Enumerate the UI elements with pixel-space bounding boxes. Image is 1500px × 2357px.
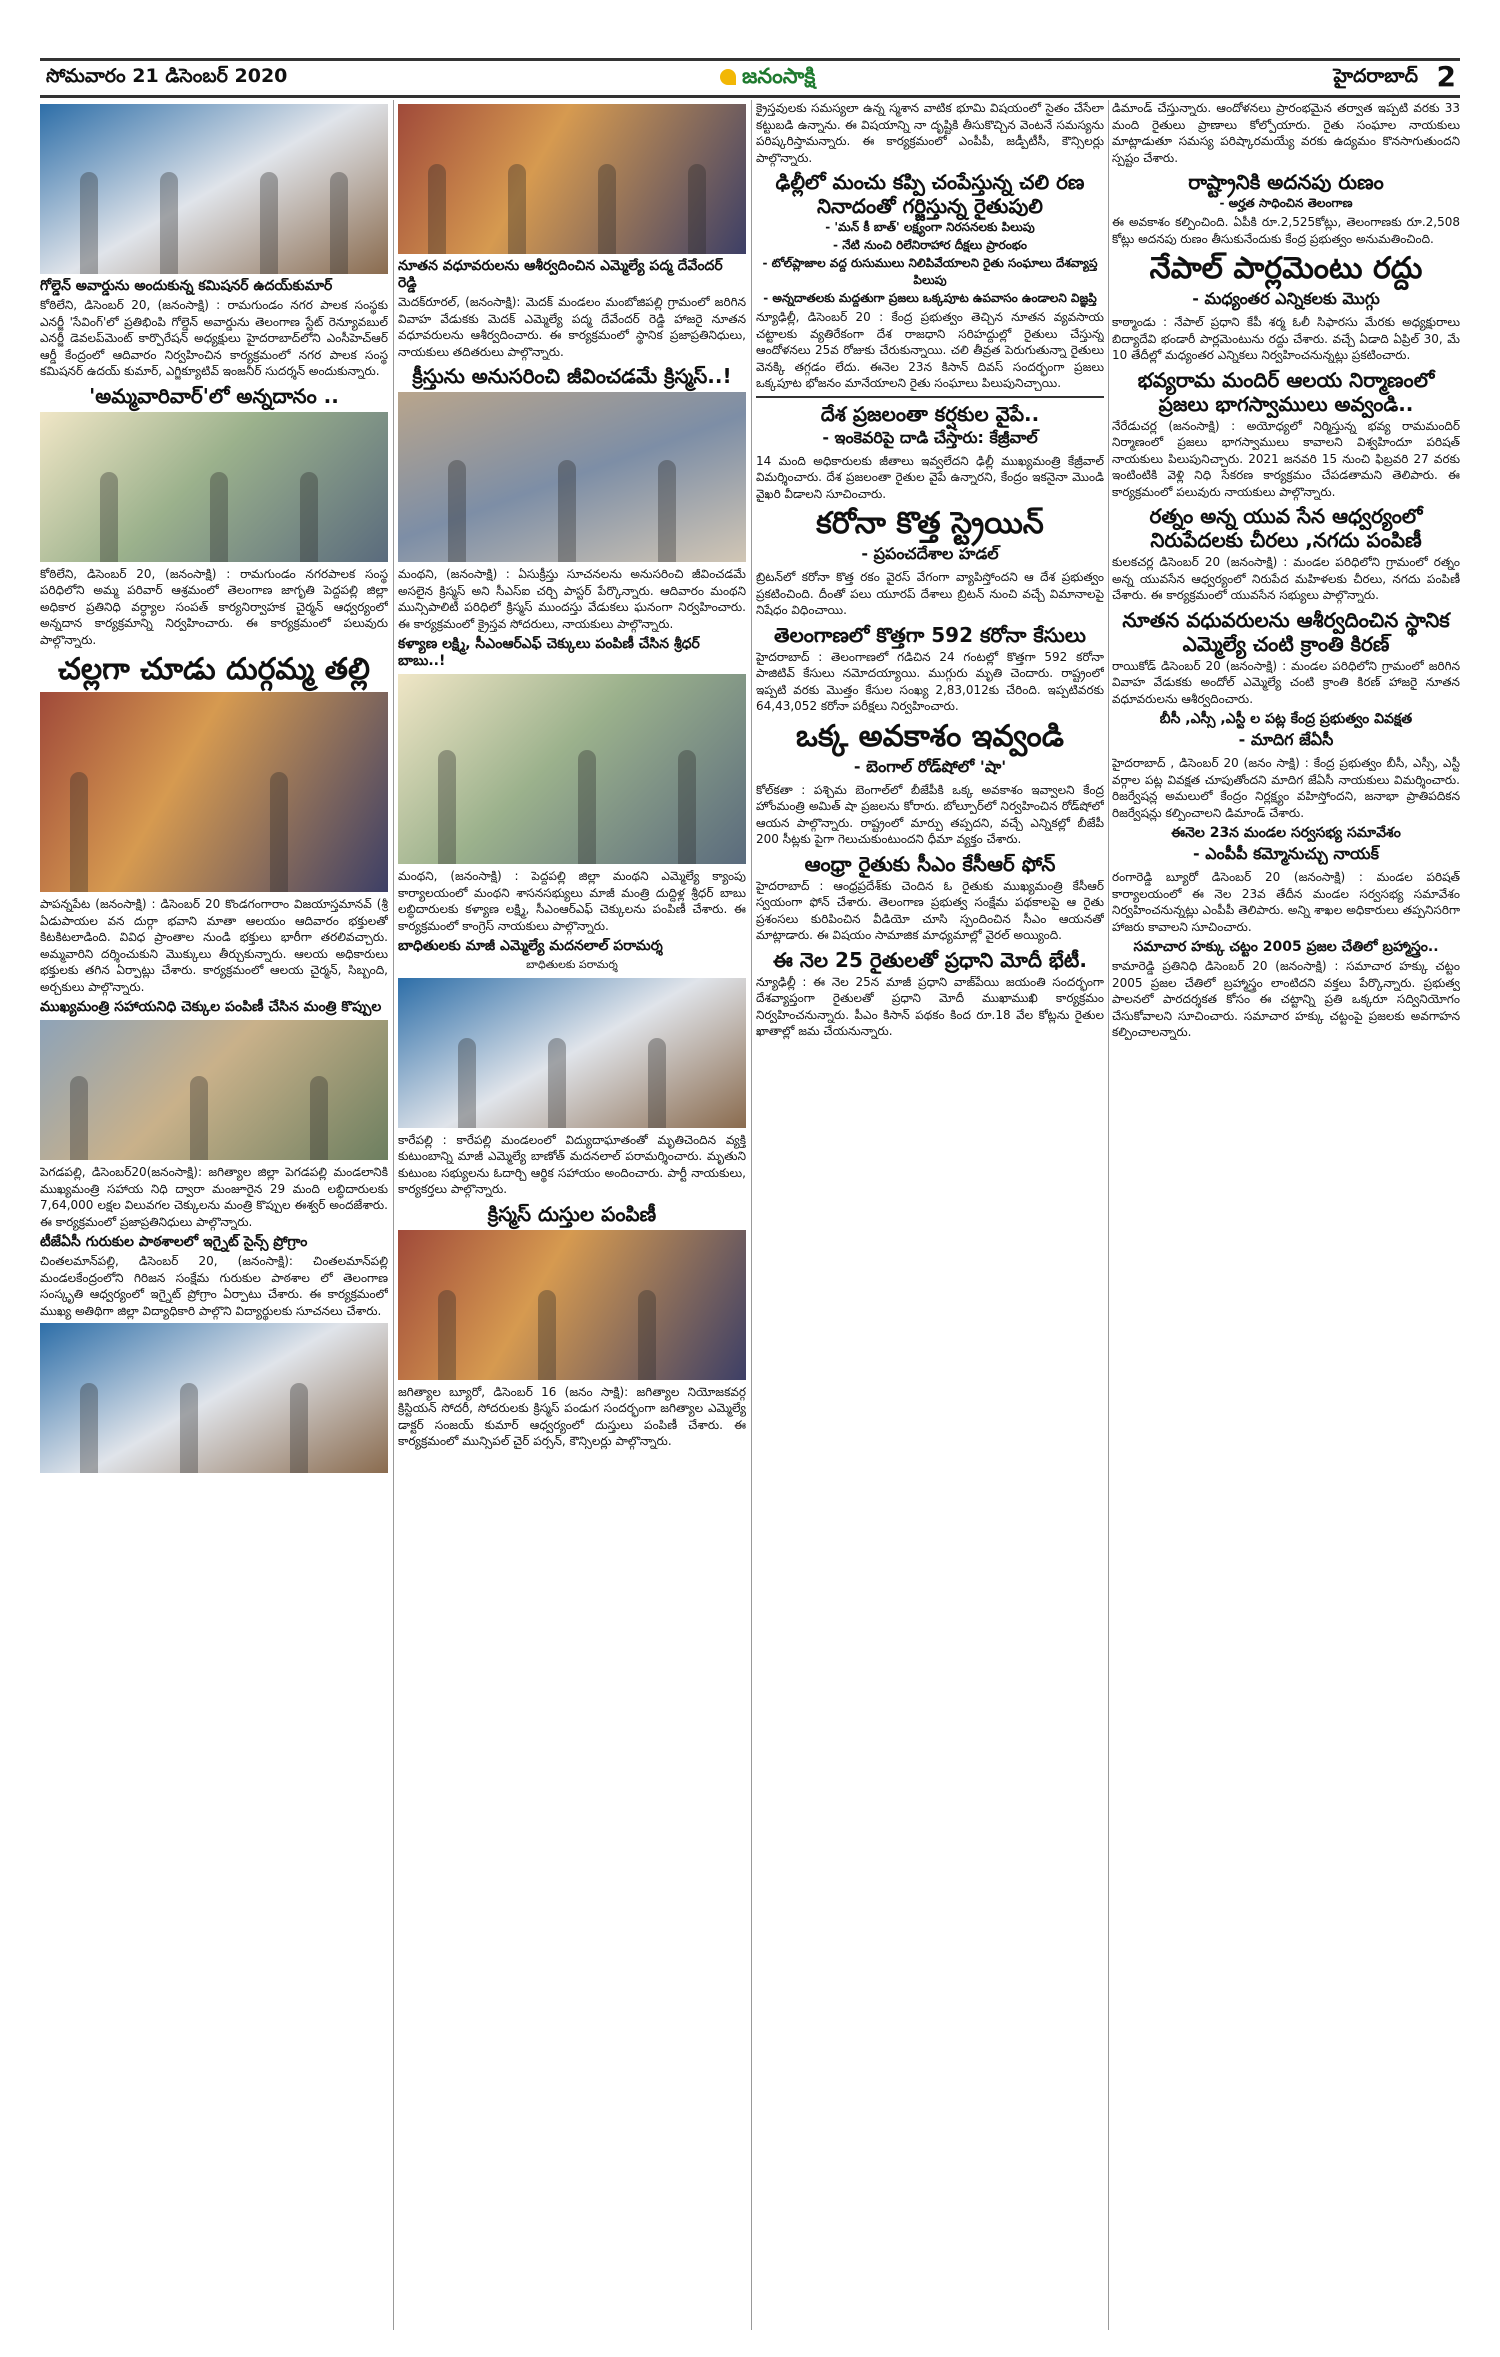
article-headline: దేశ ప్రజలంతా కర్షకుల వైపే.. [820, 401, 1040, 426]
article-body: కాఠ్మాండు : నేపాల్ ప్రధాని కేపీ శర్మ ఓలీ సిఫారసు మేరకు అధ్యక్షురాలు బిద్యాదేవి భండారీ పార్లమెంటును రద్దు చేశారు. వచ్చే ఏడాది ఏప్రిల్ 30, మే 10 తేదీల్లో మధ్యంతర ఎన్నికలు నిర్వహించనున్నట్లు ప్రకటించారు. [1112, 315, 1460, 362]
article-body: కామారెడ్డి ప్రతినిధి డిసెంబర్ 20 (జనంసాక్షి) : సమాచార హక్కు చట్టం 2005 ప్రజల చేతిలో బ్రహ్మాస్త్రం లాంటిదని వక్తలు పేర్కొన్నారు. ప్రభుత్వ పాలనలో పారదర్శకత కోసం ఈ చట్టాన్ని ప్రతి ఒక్కరూ సద్వినియోగం చేసుకోవాలని సూచించారు. సమాచార హక్కు చట్టంపై ప్రజలకు అవగాహన కల్పించాలన్నారు. [1112, 959, 1460, 1039]
article-body: జగిత్యాల బ్యూరో, డిసెంబర్ 16 (జనం సాక్షి): జగిత్యాల నియోజకవర్గ క్రిస్టియన్ సోదరీ, సోదరులకు క్రిస్మస్ పండుగ సందర్భంగా జగిత్యాల ఎమ్మెల్యే డాక్టర్ సంజయ్ కుమార్ ఆధ్వర్యంలో దుస్తులు పంపిణీ చేశారు. ఈ కార్యక్రమంలో మున్సిపల్ చైర్ పర్సన్, కౌన్సిలర్లు పాల్గొన్నారు. [398, 1384, 746, 1448]
article-headline: రాష్ట్రానికి అదనపు రుణం [1188, 170, 1384, 194]
article-headline: కరోనా కొత్త స్ట్రెయిన్ [816, 506, 1044, 541]
article-subheadline: - ఇంకెవరిపై దాడి చేస్తారు: కేజ్రీవాల్ [822, 427, 1038, 447]
article-body: రంగారెడ్డి బ్యూరో డిసెంబర్ 20 (జనంసాక్షి) : మండల పరిషత్ కార్యాలయంలో ఈ నెల 23వ తేదీన మండల సర్వసభ్య సమావేశం నిర్వహించనున్నట్లు ఎంపీపీ తెలిపారు. అన్ని శాఖల అధికారులు తప్పనిసరిగా హాజరు కావాలని సూచించారు. [1112, 870, 1460, 934]
temple-photo [40, 692, 388, 892]
article-headline: 'అమ్మవారివార్'లో అన్నదానం .. [89, 383, 339, 408]
article-body: మంథని, (జనంసాక్షి) : పెద్దపల్లి జిల్లా మంథని ఎమ్మెల్యే క్యాంపు కార్యాలయంలో మంథని శాసనసభ్యులు మాజీ మంత్రి దుద్దిళ్ల శ్రీధర్ బాబు లబ్ధిదారులకు కళ్యాణ లక్ష్మి, సీఎంఆర్ఎఫ్ చెక్కులను పంపిణీ చేశారు. ఈ కార్యక్రమంలో కాంగ్రెస్ నాయకులు పాల్గొన్నారు. [398, 869, 746, 933]
condolence-photo [398, 978, 746, 1128]
article-headline: కళ్యాణ లక్ష్మి, సీఎంఆర్ఎఫ్ చెక్కులు పంపిణీ చేసిన శ్రీధర్ బాబు..! [398, 636, 700, 669]
article-headline: చల్లగా చూడు దుర్గమ్మ తల్లి [58, 652, 370, 687]
article-body: హైదరాబాద్ : తెలంగాణలో గడిచిన 24 గంటల్లో కొత్తగా 592 కరోనా పాజిటివ్ కేసులు నమోదయ్యాయి. ముగ్గురు మృతి చెందారు. రాష్ట్రంలో ఇప్పటి వరకు మొత్తం కేసుల సంఖ్య 2,83,012కు చేరింది. ఇప్పటివరకు 64,43,052 కరోనా పరీక్షలు నిర్వహించారు. [756, 649, 1104, 713]
article-subheadline: - ఎంపీపీ కమ్మోనుచ్చు నాయక్ [1193, 844, 1379, 863]
article-headline: ఈనెల 23న మండల సర్వసభ్య సమావేశం [1171, 825, 1401, 841]
article-headline: నూతన వధువరులను ఆశీర్వదించిన స్థానిక ఎమ్మెల్యే చంటి క్రాంతి కిరణ్ [1122, 607, 1450, 656]
clothes-distribution-photo [398, 1230, 746, 1380]
article-headline: క్రీస్తును అనుసరించి జీవించడమే క్రిస్మస్..! [412, 364, 732, 388]
article-body: మంథని, (జనంసాక్షి) : ఏసుక్రీస్తు సూచనలను అనుసరించి జీవించడమే అసలైన క్రిస్మస్ అని సీఎస్ఐ చర్చి పాస్టర్ పేర్కొన్నారు. ఆదివారం మంథని మున్సిపాలిటీ పరిధిలో క్రిస్మస్ ముందస్తు వేడుకలు ఘనంగా నిర్వహించారు. ఈ కార్యక్రమంలో క్రైస్తవ సోదరులు, నాయకులు పాల్గొన్నారు. [398, 567, 746, 631]
divider [756, 396, 1104, 398]
article-body: కారేపల్లి : కారేపల్లి మండలంలో విద్యుదాఘాతంతో మృతిచెందిన వ్యక్తి కుటుంబాన్ని మాజీ ఎమ్మెల్యే బాణోత్ మదనలాల్ పరామర్శించారు. మృతుని కుటుంబ సభ్యులను ఓదార్చి ఆర్థిక సహాయం అందించారు. పార్టీ నాయకులు, కార్యకర్తలు పాల్గొన్నారు. [398, 1132, 746, 1196]
column-divider [393, 100, 394, 2330]
bullet-point: - టోల్‌ప్లాజాల వద్ద రుసుములు నిలిపివేయాలని రైతు సంఘాలు దేశవ్యాప్త పిలుపు [762, 256, 1098, 287]
cheque-distribution-photo [40, 1020, 388, 1160]
page-number: 2 [1436, 60, 1456, 93]
article-subheadline: - మాదిగ జేఏసీ [1238, 730, 1334, 749]
bullet-point: - నేటి నుంచి రిలేనిరాహార దీక్షలు ప్రారంభం [833, 238, 1027, 252]
article-headline: భవ్యరామ మందిర్ ఆలయ నిర్మాణంలో ప్రజలు భాగస్వాములు అవ్వండి.. [1137, 367, 1435, 416]
article-body: కులకచర్ల డిసెంబర్ 20 (జనంసాక్షి) : మండల పరిధిలోని గ్రామంలో రత్నం అన్న యువసేన ఆధ్వర్యంలో నిరుపేద మహిళలకు చీరలు, నగదు పంపిణీ చేశారు. ఈ కార్యక్రమంలో యువసేన సభ్యులు పాల్గొన్నారు. [1112, 555, 1460, 602]
article-body: న్యూఢిల్లీ : ఈ నెల 25న మాజీ ప్రధాని వాజ్‌పేయి జయంతి సందర్భంగా దేశవ్యాప్తంగా రైతులతో ప్రధాని మోదీ ముఖాముఖి కార్యక్రమం నిర్వహించనున్నారు. పీఎం కిసాన్ పథకం కింద రూ.18 వేల కోట్లను రైతుల ఖాతాల్లో జమ చేయనున్నారు. [756, 974, 1104, 1038]
article-headline: ముఖ్యమంత్రి సహాయనిధి చెక్కుల పంపిణీ చేసిన మంత్రి కొప్పుల [40, 999, 382, 1015]
column-2 [398, 100, 746, 2340]
article-body: కోఠిలేని, డిసెంబర్ 20, (జనంసాక్షి) : రామగుండం నగరపాలక సంస్థ పరిధిలోని అమ్మ పరివార్ ఆశ్రమంలో తెలంగాణ జాగృతి పెద్దపల్లి జిల్లా అధికార ప్రతినిధి వర్ధ్యాల సంపత్ కార్యనిర్వాహక చైర్మన్ ఆధ్వర్యంలో అన్నదాన కార్యక్రమాన్ని నిర్వహించారు. ఈ కార్యక్రమంలో పలువురు పాల్గొన్నారు. [40, 566, 388, 647]
photo-caption: బాధితులకు పరామర్శ [526, 958, 618, 971]
logo-icon [720, 69, 736, 85]
article-body: చింతలమాన్‌పల్లి, డిసెంబర్ 20, (జనంసాక్షి): చింతలమాన్‌పల్లి మండలకేంద్రంలోని గిరిజన సంక్షేమ గురుకుల పాఠశాల లో తెలంగాణ సంస్కృతి ఆధ్వర్యంలో ఇగ్నైట్ ప్రోగ్రాం ఏర్పాటు చేశారు. ఈ కార్యక్రమంలో ముఖ్య అతిథిగా జిల్లా విద్యాధికారి పాల్గొని విద్యార్థులకు సూచనలు చేశారు. [40, 1254, 388, 1318]
column-divider [751, 100, 752, 2330]
article-body: ఈ అవకాశం కల్పించింది. ఏపీకి రూ.2,525కోట్లు, తెలంగాణకు రూ.2,508 కోట్లు అదనపు రుణం తీసుకునేందుకు కేంద్ర ప్రభుత్వం అనుమతించింది. [1112, 215, 1460, 246]
article-headline: బీసీ ,ఎస్సీ ,ఎస్టీ ల పట్ల కేంద్ర ప్రభుత్వం వివక్షత [1159, 711, 1413, 727]
article-body: క్రైస్తవులకు సమస్యలా ఉన్న స్మశాన వాటిక భూమి విషయంలో సైతం చేసేలా కట్టుబడి ఉన్నాను. ఈ విషయాన్ని నా దృష్టికి తీసుకొచ్చిన వెంటనే సమస్యను పరిష్కరిస్తామన్నారు. ఈ కార్యక్రమంలో ఎంపీపీ, జడ్పీటీసీ, కౌన్సిలర్లు పాల్గొన్నారు. [756, 101, 1104, 165]
article-headline: నూతన వధూవరులను ఆశీర్వదించిన ఎమ్మెల్యే పద్మ దేవేందర్ రెడ్డి [398, 258, 723, 291]
article-body: పాపన్నపేట (జనంసాక్షి) : డిసెంబర్ 20 కొండగంగారాం విజయాస్తమానవ్ (శ్రీ ఏడుపాయల వన దుర్గా భవాని మాతా ఆలయం ఆదివారం భక్తులతో కిటకిటలాడింది. వివిధ ప్రాంతాల నుండి భక్తులు భారీగా తరలివచ్చారు. అమ్మవారిని దర్శించుకుని మొక్కులు తీర్చుకున్నారు. ఆలయ అధికారులు భక్తులకు తగిన ఏర్పాట్లు చేశారు. కార్యక్రమంలో ఆలయ చైర్మన్, సిబ్బంది, అర్చకులు పాల్గొన్నారు. [40, 897, 388, 994]
issue-date: సోమవారం 21 డిసెంబర్ 2020 [46, 65, 288, 87]
annadanam-photo [40, 412, 388, 562]
newspaper-logo [720, 64, 815, 94]
article-headline: గోల్డెన్ అవార్డును అందుకున్న కమిషనర్ ఉదయ్‌కుమార్ [40, 278, 333, 294]
article-body: డిమాండ్ చేస్తున్నారు. ఆందోళనలు ప్రారంభమైన తర్వాత ఇప్పటి వరకు 33 మంది రైతులు ప్రాణాలు కోల్పోయారు. రైతు సంఘాల నాయకులు మాట్లాడుతూ సమస్య పరిష్కారమయ్యే వరకు ఉద్యమం కొనసాగుతుందని స్పష్టం చేశారు. [1112, 101, 1460, 165]
article-subheadline: - అర్హత సాధించిన తెలంగాణ [1219, 196, 1353, 210]
article-body: హైదరాబాద్ , డిసెంబర్ 20 (జనం సాక్షి) : కేంద్ర ప్రభుత్వం బీసీ, ఎస్సీ, ఎస్టీ వర్గాల పట్ల వివక్షత చూపుతోందని మాదిగ జేఏసీ నాయకులు విమర్శించారు. రిజర్వేషన్ల అమలులో కేంద్రం నిర్లక్ష్యం వహిస్తోందని, జనాభా ప్రాతిపదికన రిజర్వేషన్లు కల్పించాలని డిమాండ్ చేశారు. [1112, 756, 1460, 820]
article-body: నేరేడుచర్ల (జనంసాక్షి) : అయోధ్యలో నిర్మిస్తున్న భవ్య రామమందిర్ నిర్మాణంలో ప్రజలు భాగస్వాములు కావాలని విశ్వహిందూ పరిషత్ నాయకులు పిలుపునిచ్చారు. 2021 జనవరి 15 నుంచి ఫిబ్రవరి 27 వరకు ఇంటింటికి వెళ్లి నిధి సేకరణ కార్యక్రమం చేపడతామని తెలిపారు. ఈ కార్యక్రమంలో పలువురు నాయకులు పాల్గొన్నారు. [1112, 418, 1460, 499]
article-body: హైదరాబాద్ : ఆంధ్రప్రదేశ్‌కు చెందిన ఓ రైతుకు ముఖ్యమంత్రి కేసీఆర్ స్వయంగా ఫోన్ చేశారు. తెలంగాణ ప్రభుత్వ సంక్షేమ పథకాలపై ఆ రైతు ప్రశంసలు కురిపించిన వీడియో చూసి స్పందించిన సీఎం ఆయనతో మాట్లాడారు. ఈ విషయం సామాజిక మాధ్యమాల్లో వైరల్ అయ్యింది. [756, 878, 1104, 942]
masthead [40, 58, 1460, 98]
award-photo [40, 104, 388, 274]
article-subheadline: - ప్రపంచదేశాల హడల్ [861, 544, 999, 563]
article-headline: ఈ నెల 25 రైతులతో ప్రధాని మోదీ భేటీ. [773, 947, 1087, 972]
article-body: కోల్‌కతా : పశ్చిమ బెంగాల్‌లో బీజేపీకి ఒక్క అవకాశం ఇవ్వాలని కేంద్ర హోంమంత్రి అమిత్ షా ప్రజలను కోరారు. బోల్పూర్‌లో నిర్వహించిన రోడ్‌షోలో ఆయన పాల్గొన్నారు. రాష్ట్రంలో మార్పు తప్పదని, వచ్చే ఎన్నికల్లో బీజేపీ 200 సీట్లకు పైగా గెలుచుకుంటుందని ధీమా వ్యక్తం చేశారు. [756, 782, 1104, 846]
column-divider [1108, 100, 1109, 2330]
article-subheadline: - బెంగాల్ రోడ్‌షోలో 'షా' [853, 756, 1007, 776]
bullet-point: - 'మన్ కీ బాత్' లక్ష్యంగా నిరసనలకు పిలుపు [825, 220, 1035, 234]
article-headline: సమాచార హక్కు చట్టం 2005 ప్రజల చేతిలో బ్రహ్మాస్త్రం.. [1133, 939, 1439, 955]
article-body: 14 మంది అధికారులకు జీతాలు ఇవ్వలేదని ఢిల్లీ ముఖ్యమంత్రి కేజ్రీవాల్ విమర్శించారు. దేశ ప్రజలంతా రైతుల వైపే ఉన్నారని, కేంద్రం ఇకనైనా మొండి వైఖరి వీడాలని సూచించారు. [756, 453, 1104, 501]
column-1 [40, 100, 388, 2340]
article-body: కోఠిలేని, డిసెంబర్ 20, (జనంసాక్షి) : రామగుండం నగర పాలక సంస్థకు ఎనర్జీ 'సేవింగ్'లో ప్రతిభింపి గోల్డెన్ అవార్డును తెలంగాణ స్టేట్ రెన్యూవబుల్ ఎనర్జీ డెవలప్‌మెంట్ కార్పొరేషన్ అధ్యక్షులు హైదరాబాద్‌లోని ఎంసీహెచ్ఆర్ ఆర్డీ కేంద్రంలో ఆదివారం నిర్వహించిన కార్యక్రమంలో నగర పాలక సంస్థ కమిషనర్ ఉదయ్ కుమార్, ఎగ్జిక్యూటివ్ ఇంజనీర్ సుదర్శన్ అందుకున్నారు. [40, 298, 388, 378]
article-headline: బాధితులకు మాజీ ఎమ్మెల్యే మదనలాల్ పరామర్శ [398, 938, 663, 954]
article-body: రాయికోడ్ డిసెంబర్ 20 (జనంసాక్షి) : మండల పరిధిలోని గ్రామంలో జరిగిన వివాహ వేడుకకు అందోల్ ఎమ్మెల్యే చంటి క్రాంతి కిరణ్ హాజరై నూతన వధూవరులను ఆశీర్వదించారు. [1112, 658, 1460, 706]
article-headline: ఒక్క అవకాశం ఇవ్వండి [796, 718, 1064, 754]
article-headline: టీజేఏసీ గురుకుల పాఠశాలలో ఇగ్నైట్ సైన్స్ ప్రోగ్రాం [40, 1234, 308, 1250]
article-body: బ్రిటన్‌లో కరోనా కొత్త రకం వైరస్ వేగంగా వ్యాపిస్తోందని ఆ దేశ ప్రభుత్వం ప్రకటించింది. దీంతో పలు యూరప్ దేశాలు బ్రిటన్ నుంచి వచ్చే విమానాలపై నిషేధం విధించాయి. [756, 570, 1104, 617]
logo-text: జనంసాక్షి [742, 64, 816, 88]
article-body: పెగడపల్లి, డిసెంబర్20(జనంసాక్షి): జగిత్యాల జిల్లా పెగడపల్లి మండలానికి ముఖ్యమంత్రి సహాయ నిధి ద్వారా మంజూరైన 29 మంది లబ్ధిదారులకు 7,64,000 లక్షల విలువగల చెక్కులను మంత్రి కొప్పుల ఈశ్వర్ అందజేశారు. ఈ కార్యక్రమంలో ప్రజాప్రతినిధులు పాల్గొన్నారు. [40, 1165, 388, 1229]
kalyana-lakshmi-photo [398, 674, 746, 864]
article-subheadline: - మధ్యంతర ఎన్నికలకు మొగ్గు [1192, 289, 1380, 308]
article-headline: క్రిస్మస్ దుస్తుల పంపిణీ [487, 1201, 657, 1226]
article-headline: ఆంధ్రా రైతుకు సీఎం కేసీఆర్ ఫోన్ [804, 851, 1056, 876]
christmas-photo [398, 392, 746, 562]
article-headline: రత్నం అన్న యువ సేన ఆధ్వర్యంలో నిరుపేదలకు చీరలు ,నగదు పంపిణీ [1149, 504, 1423, 552]
column-3 [756, 100, 1104, 2340]
article-body: న్యూఢిల్లీ, డిసెంబర్ 20 : కేంద్ర ప్రభుత్వం తెచ్చిన నూతన వ్యవసాయ చట్టాలకు వ్యతిరేకంగా దేశ రాజధాని సరిహద్దుల్లో రైతులు చేస్తున్న ఆందోళనలు 25వ రోజుకు చేరుకున్నాయి. చలి తీవ్రత పెరుగుతున్నా రైతులు వెనక్కి తగ్గడం లేదు. ఈనెల 23న కిసాన్ దివస్ సందర్భంగా ప్రజలు ఒక్కపూట భోజనం మానేయాలని రైతు సంఘాలు పిలుపునిచ్చాయి. [756, 310, 1104, 390]
article-headline: తెలంగాణలో కొత్తగా 592 కరోనా కేసులు [774, 622, 1086, 647]
column-4 [1112, 100, 1460, 2340]
article-body: మెదక్‌రూరల్, (జనంసాక్షి): మెదక్ మండలం మంబోజిపల్లి గ్రామంలో జరిగిన వివాహ వేడుకకు మెదక్ ఎమ్మెల్యే పద్మ దేవేందర్ రెడ్డి హాజరై నూతన వధూవరులను ఆశీర్వదించారు. ఈ కార్యక్రమంలో స్థానిక ప్రజాప్రతినిధులు, నాయకులు తదితరులు పాల్గొన్నారు. [398, 295, 746, 359]
wedding-photo [398, 104, 746, 254]
school-program-photo [40, 1323, 388, 1473]
edition-city: హైదరాబాద్ [1333, 65, 1418, 87]
bullet-point: - అన్నదాతలకు మద్దతుగా ప్రజలు ఒక్కపూట ఉపవాసం ఉండాలని విజ్ఞప్తి [763, 291, 1097, 305]
article-headline: ఢిల్లీలో మంచు కప్పి చంపేస్తున్న చలి రణ నినాదంతో గర్జిస్తున్న రైతుపులి [775, 170, 1085, 218]
article-headline: నేపాల్ పార్లమెంటు రద్దు [1149, 251, 1423, 286]
